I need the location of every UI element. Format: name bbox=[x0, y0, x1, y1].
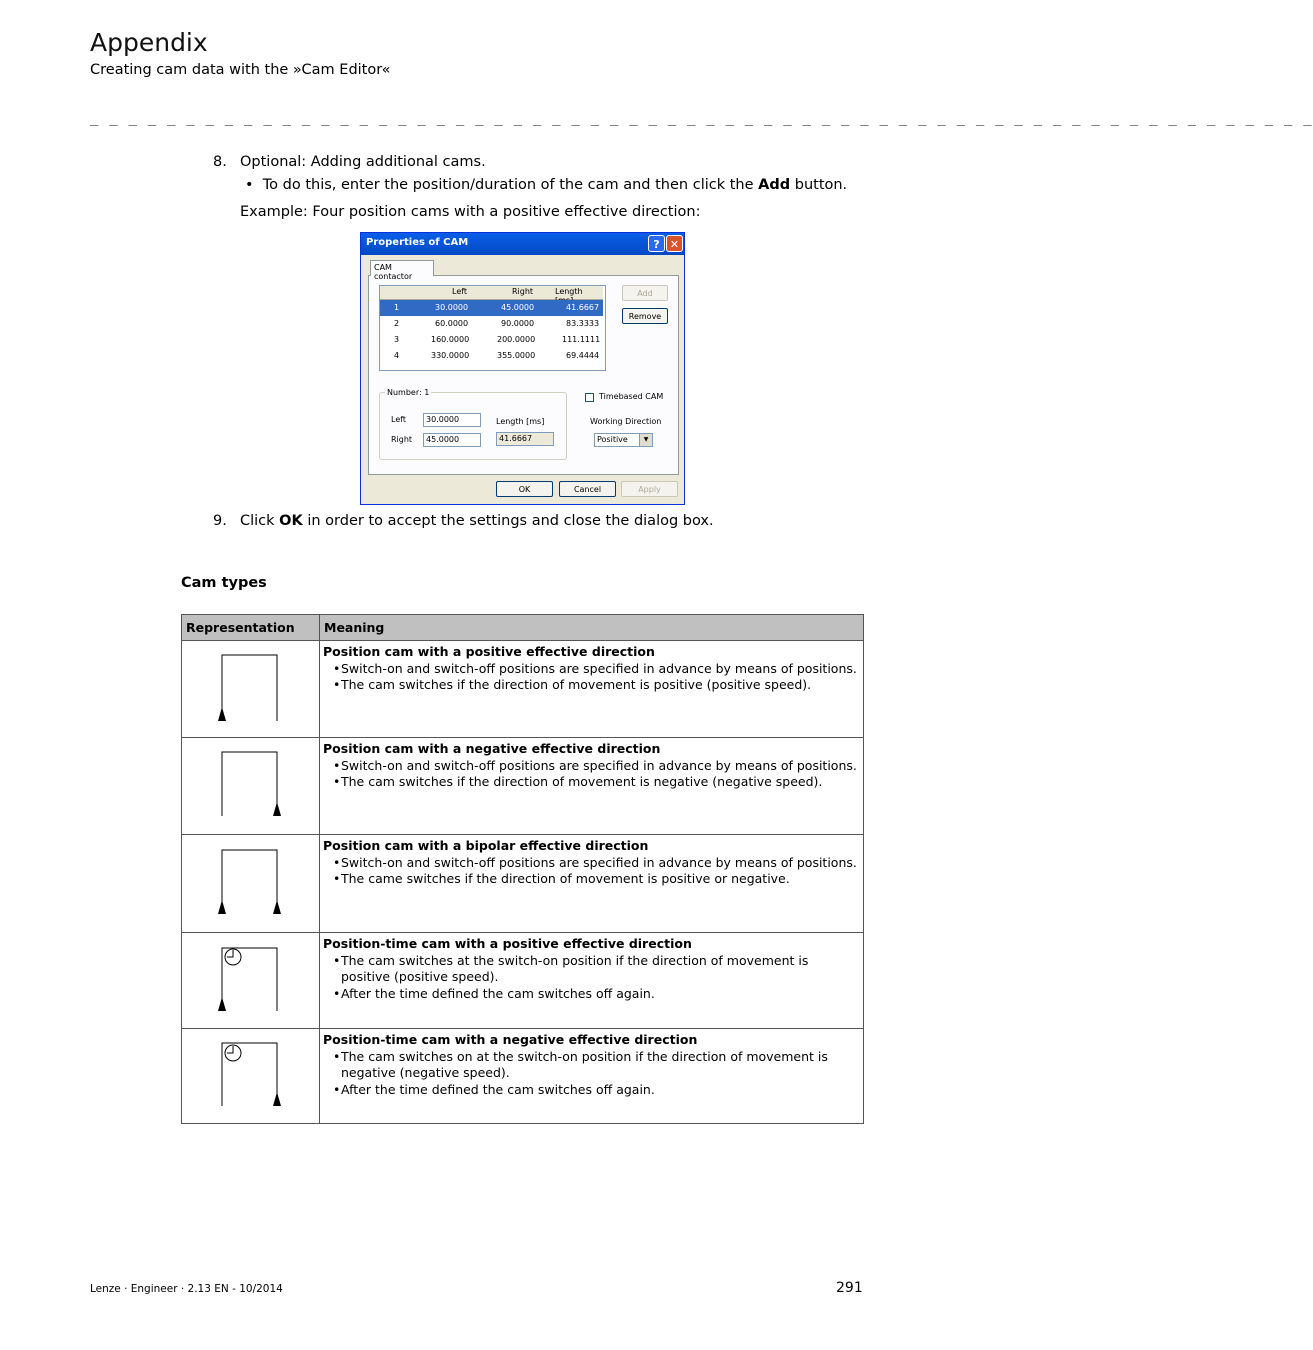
row-left: 160.0000 bbox=[431, 335, 470, 344]
left-label: Left bbox=[391, 415, 407, 424]
step-text-pre: Click bbox=[240, 513, 280, 529]
length-field: 41.6667 bbox=[496, 432, 554, 446]
time-cam-positive-meaning bbox=[320, 933, 864, 1029]
row-title: Position cam with a negative effective direction bbox=[323, 741, 661, 756]
table-row[interactable] bbox=[380, 316, 603, 332]
number-label: Number: 1 bbox=[387, 388, 430, 397]
row-right: 45.0000 bbox=[501, 303, 535, 312]
row-left: 330.0000 bbox=[431, 351, 470, 360]
dialog-titlebar bbox=[361, 233, 684, 255]
step-number: 8. bbox=[213, 154, 227, 170]
list-item: • After the time defined the cam switches off again. bbox=[333, 1082, 860, 1099]
time-cam-positive-symbol bbox=[182, 933, 320, 1029]
time-cam-negative-symbol bbox=[182, 1029, 320, 1124]
table-row bbox=[182, 1029, 864, 1124]
list-item: • The came switches if the direction of movement is positive or negative. bbox=[333, 871, 860, 888]
row-left: 60.0000 bbox=[435, 319, 469, 328]
row-title: Position-time cam with a negative effective direction bbox=[323, 1032, 698, 1047]
cam-list-grid bbox=[379, 285, 606, 371]
table-row[interactable] bbox=[380, 300, 603, 316]
example-caption: Example: Four position cams with a positive effective direction: bbox=[240, 204, 701, 220]
ok-button[interactable]: OK bbox=[496, 481, 553, 497]
cam-bipolar-meaning bbox=[320, 835, 864, 933]
cancel-button[interactable]: Cancel bbox=[559, 481, 616, 497]
row-title: Position-time cam with a positive effective direction bbox=[323, 936, 692, 951]
cam-positive-meaning bbox=[320, 641, 864, 738]
row-right: 355.0000 bbox=[497, 351, 536, 360]
row-title: Position cam with a bipolar effective direction bbox=[323, 838, 649, 853]
grid-col-left[interactable]: Left bbox=[452, 287, 468, 296]
direction-select[interactable] bbox=[594, 433, 653, 447]
working-direction-label: Working Direction bbox=[590, 417, 662, 426]
list-item: • The cam switches if the direction of movement is negative (negative speed). bbox=[333, 774, 860, 791]
row-length: 69.4444 bbox=[566, 351, 600, 360]
step-text-bold: OK bbox=[279, 513, 303, 529]
header-divider: _ _ _ _ _ _ _ _ _ _ _ _ _ _ _ _ _ _ _ _ _ _ _ _ _ _ _ _ _ _ _ _ _ _ _ _ _ _ _ _ _ _ _ _ _ _ _ _ _ _ _ _ _ _ _ _ _ _ _ _ _ _ _ _ bbox=[90, 110, 1313, 126]
table-row bbox=[182, 933, 864, 1029]
help-icon[interactable]: ? bbox=[648, 235, 665, 252]
cam-bipolar-symbol bbox=[182, 835, 320, 933]
timebased-checkbox[interactable] bbox=[585, 393, 594, 402]
chevron-down-icon[interactable]: ▼ bbox=[639, 434, 652, 446]
cam-negative-meaning bbox=[320, 738, 864, 835]
page-number: 291 bbox=[836, 1280, 863, 1296]
grid-col-length[interactable]: Length bbox=[555, 287, 583, 296]
direction-value: Positive bbox=[597, 435, 628, 444]
list-item: • Switch-on and switch-off positions are specified in advance by means of positions. bbox=[333, 661, 860, 678]
tab-cam-contactor[interactable]: CAM contactor bbox=[370, 260, 434, 276]
row-length: 111.1111 bbox=[562, 335, 601, 344]
footer-text: Lenze · Engineer · 2.13 EN - 10/2014 bbox=[90, 1283, 283, 1295]
list-item: • Switch-on and switch-off positions are specified in advance by means of positions. bbox=[333, 855, 860, 872]
table-row[interactable] bbox=[380, 332, 603, 348]
cam-positive-symbol bbox=[182, 641, 320, 738]
table-header-row bbox=[182, 615, 864, 641]
col-representation: Representation bbox=[182, 615, 320, 641]
apply-button[interactable]: Apply bbox=[621, 481, 678, 497]
grid-header bbox=[380, 286, 603, 300]
list-item: • After the time defined the cam switches off again. bbox=[333, 986, 860, 1003]
cam-negative-symbol bbox=[182, 738, 320, 835]
row-length: 41.6667 bbox=[566, 303, 600, 312]
grid-col-right[interactable]: Right bbox=[512, 287, 534, 296]
time-cam-negative-meaning bbox=[320, 1029, 864, 1124]
row-index: 4 bbox=[394, 351, 400, 360]
cam-bipolar-icon bbox=[182, 835, 319, 928]
time-cam-positive-icon bbox=[182, 933, 319, 1024]
timebased-label: Timebased CAM bbox=[599, 392, 664, 401]
length-label: Length [ms] bbox=[496, 417, 545, 426]
row-length: 83.3333 bbox=[566, 319, 600, 328]
step-text: Optional: Adding additional cams. bbox=[240, 154, 486, 170]
table-row[interactable] bbox=[380, 348, 603, 364]
time-cam-negative-icon bbox=[182, 1029, 319, 1119]
page-title: Appendix bbox=[90, 28, 208, 57]
add-button[interactable]: Add bbox=[622, 285, 668, 301]
row-index: 2 bbox=[394, 319, 400, 328]
table-row bbox=[182, 738, 864, 835]
list-item: • Switch-on and switch-off positions are specified in advance by means of positions. bbox=[333, 758, 860, 775]
step-8-bullet: • To do this, enter the position/duration of the cam and then click the Add button. bbox=[245, 177, 848, 193]
bullet-text-bold: Add bbox=[758, 177, 791, 193]
right-field[interactable]: 45.0000 bbox=[423, 433, 481, 447]
table-row bbox=[182, 641, 864, 738]
row-index: 3 bbox=[394, 335, 400, 344]
right-label: Right bbox=[391, 435, 413, 444]
dialog-title: Properties of CAM bbox=[366, 237, 469, 248]
row-title: Position cam with a positive effective direction bbox=[323, 644, 655, 659]
row-right: 90.0000 bbox=[501, 319, 535, 328]
row-index: 1 bbox=[394, 303, 400, 312]
row-left: 30.0000 bbox=[435, 303, 469, 312]
list-item: • The cam switches on at the switch-on position if the direction of movement is negative (negative speed). bbox=[333, 1049, 860, 1082]
list-item: • The cam switches at the switch-on position if the direction of movement is positive (positive speed). bbox=[333, 953, 860, 986]
remove-button[interactable]: Remove bbox=[622, 308, 668, 324]
properties-of-cam-dialog bbox=[360, 232, 685, 505]
step-number: 9. bbox=[213, 513, 227, 529]
cam-positive-icon bbox=[182, 641, 319, 733]
page-subtitle: Creating cam data with the »Cam Editor« bbox=[90, 62, 391, 78]
bullet-text-pre: To do this, enter the position/duration of the cam and then click the bbox=[262, 177, 759, 193]
left-field[interactable]: 30.0000 bbox=[423, 413, 481, 427]
bullet-text-post: button. bbox=[790, 177, 848, 193]
table-row bbox=[182, 835, 864, 933]
list-item: • The cam switches if the direction of movement is positive (positive speed). bbox=[333, 677, 860, 694]
row-right: 200.0000 bbox=[497, 335, 536, 344]
cam-negative-icon bbox=[182, 738, 319, 830]
col-meaning: Meaning bbox=[320, 615, 864, 641]
close-icon[interactable]: ✕ bbox=[666, 235, 683, 252]
cam-types-table bbox=[181, 614, 864, 1124]
step-text bbox=[240, 513, 714, 529]
cam-types-heading: Cam types bbox=[181, 575, 267, 591]
step-text-post: in order to accept the settings and close the dialog box. bbox=[302, 513, 714, 529]
